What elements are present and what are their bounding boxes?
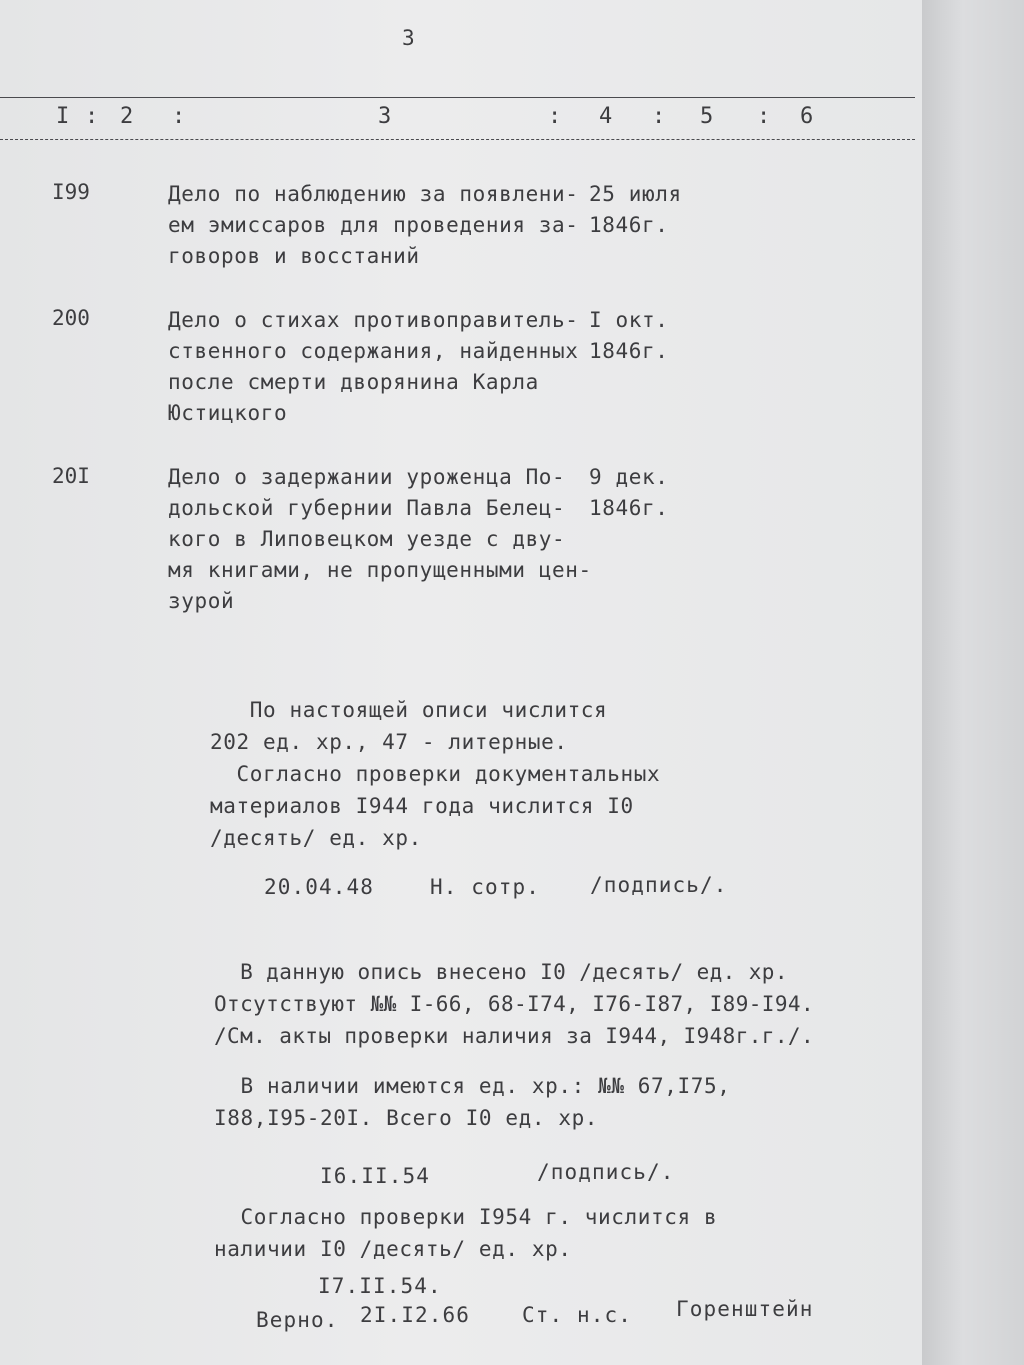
page-number: 3 [402, 26, 416, 50]
column-header-2: 2 [120, 104, 134, 129]
verification-note [214, 1201, 717, 1265]
description-line: зурой [168, 589, 235, 613]
note-line: Согласно проверки документальных [210, 762, 661, 786]
record-date [589, 305, 668, 367]
note-line: I88,I95-20I. Всего I0 ед. хр. [214, 1106, 599, 1130]
column-separator: : [652, 104, 666, 129]
final-date: 2I.I2.66 [360, 1303, 470, 1327]
date-line: 1846г. [589, 496, 669, 520]
description-line: кого в Липовецком уезде с дву- [168, 527, 566, 551]
signature-role: Н. сотр. [430, 875, 540, 899]
signature-mark: /подпись/. [590, 873, 728, 897]
note-line: материалов I944 года числится I0 [210, 794, 634, 818]
note-line: В наличии имеются ед. хр.: №№ 67,I75, [214, 1074, 731, 1098]
header-bottom-rule [0, 139, 915, 140]
date-line: I окт. [589, 308, 669, 332]
date-line: 1846г. [589, 213, 669, 237]
date-line: 9 дек. [589, 465, 669, 489]
final-name: Горенштейн [676, 1297, 814, 1321]
note-line: По настоящей описи числится [210, 698, 608, 722]
description-line: Дело о задержании уроженца По- [168, 465, 566, 489]
page-edge-background [922, 0, 1024, 1365]
date-line: 25 июля [589, 182, 682, 206]
signature-date: I6.II.54 [320, 1164, 430, 1188]
description-line: мя книгами, не пропущенными цен- [168, 558, 592, 582]
final-label: Верно. [256, 1308, 339, 1332]
description-line: ственного содержания, найденных [168, 339, 579, 363]
record-date [589, 462, 668, 524]
note-line: Отсутствуют №№ I-66, 68-I74, I76-I87, I89-I94. [214, 992, 814, 1016]
description-line: Дело по наблюдению за появлени- [168, 182, 579, 206]
column-header-1: I [56, 104, 70, 129]
column-header-5: 5 [700, 104, 714, 129]
record-description [168, 305, 579, 429]
column-separator: : [548, 104, 562, 129]
final-role: Ст. н.с. [522, 1303, 632, 1327]
column-header-3: 3 [378, 104, 392, 129]
description-line: ем эмиссаров для проведения за- [168, 213, 579, 237]
column-separator: : [172, 104, 186, 129]
column-header-4: 4 [599, 104, 613, 129]
record-number: 20I [52, 464, 90, 488]
description-line: дольской губернии Павла Белец- [168, 496, 566, 520]
note-line: /См. акты проверки наличия за I944, I948г.г./. [214, 1024, 814, 1048]
record-number: 200 [52, 306, 90, 330]
note-line: /десять/ ед. хр. [210, 826, 422, 850]
certification-note [210, 694, 660, 854]
description-line: говоров и восстаний [168, 244, 420, 268]
signature-date: I7.II.54. [318, 1274, 442, 1298]
signature-date: 20.04.48 [264, 875, 374, 899]
description-line: Дело о стихах противоправитель- [168, 308, 579, 332]
column-separator: : [757, 104, 771, 129]
note-line: В данную опись внесено I0 /десять/ ед. хр. [214, 960, 788, 984]
record-number: I99 [52, 180, 90, 204]
signature-mark: /подпись/. [537, 1160, 675, 1184]
header-top-rule [0, 97, 915, 98]
record-description [168, 462, 592, 617]
description-line: Юстицкого [168, 401, 288, 425]
inventory-note [214, 956, 814, 1052]
column-header-6: 6 [800, 104, 814, 129]
record-date [589, 179, 682, 241]
note-line: наличии I0 /десять/ ед. хр. [214, 1237, 572, 1261]
record-description [168, 179, 579, 272]
description-line: после смерти дворянина Карла [168, 370, 539, 394]
note-line: Согласно проверки I954 г. числится в [214, 1205, 718, 1229]
column-separator: : [85, 104, 99, 129]
note-line: 202 ед. хр., 47 - литерные. [210, 730, 568, 754]
availability-note [214, 1070, 730, 1134]
date-line: 1846г. [589, 339, 669, 363]
